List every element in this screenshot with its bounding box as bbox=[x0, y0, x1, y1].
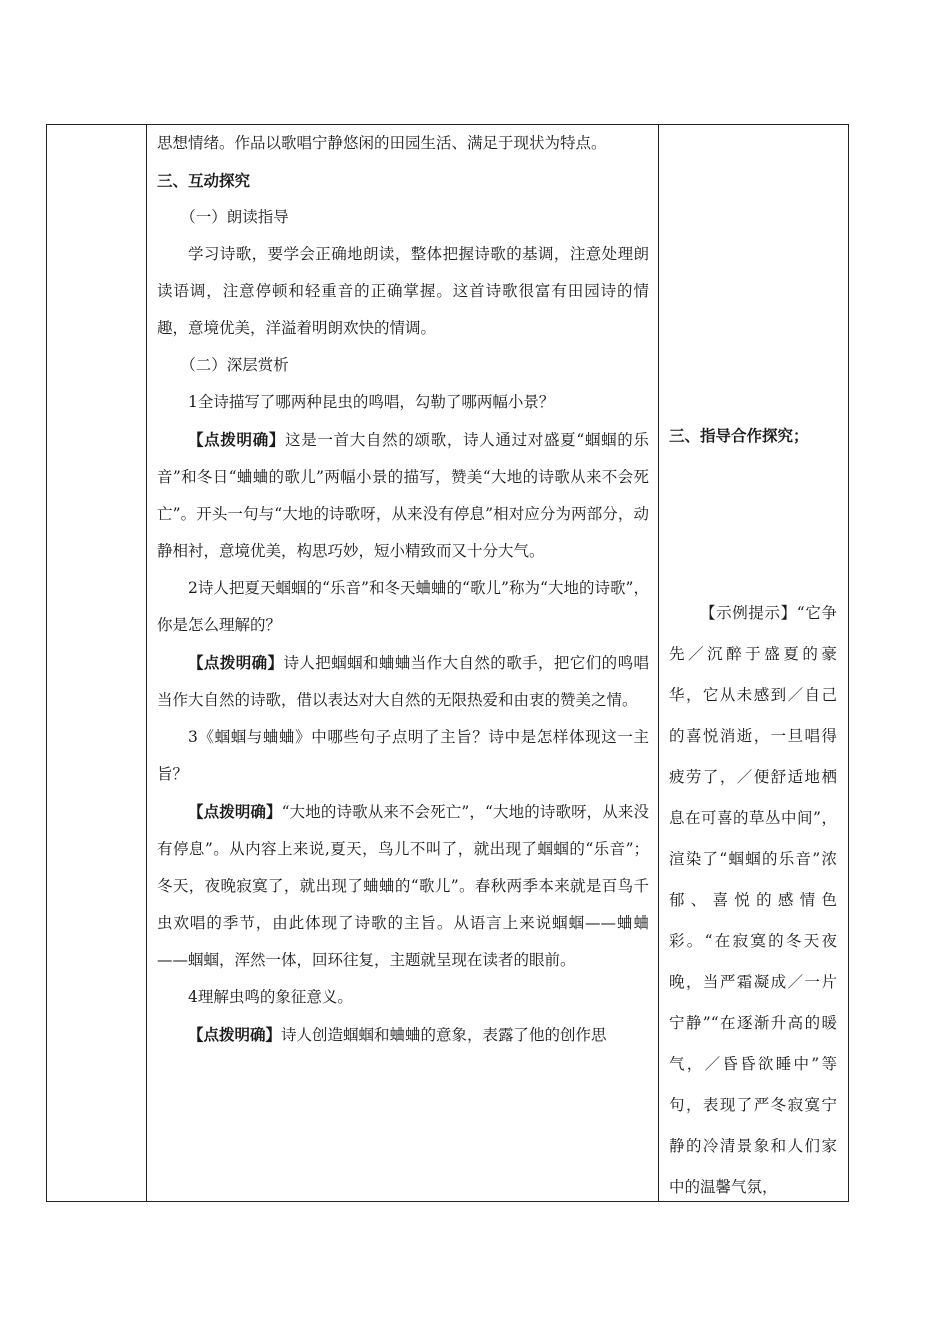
main-content-column bbox=[157, 125, 649, 1054]
lesson-plan-table bbox=[46, 124, 849, 1202]
subsection-title-reading: （一）朗读指导 bbox=[180, 208, 289, 226]
question-2: 2诗人把夏天蝈蝈的“乐音”和冬天蛐蛐的“歌儿”称为“大地的诗歌”，你是怎么理解的？ bbox=[157, 579, 649, 634]
hint-label: 【点拨明确】 bbox=[188, 430, 286, 449]
side-heading-guide-inquiry: 三、指导合作探究； bbox=[669, 426, 809, 445]
question-4: 4理解虫鸣的象征意义。 bbox=[188, 988, 353, 1006]
hint-label: 【点拨明确】 bbox=[188, 1025, 282, 1044]
answer-2-text: 诗人把蝈蝈和蛐蛐当作大自然的歌手，把它们的鸣唱当作大自然的诗歌，借以表达对大自然的无限热爱和由衷的赞美之情。 bbox=[157, 654, 649, 709]
answer-3 bbox=[157, 793, 649, 979]
hint-label: 【点拨明确】 bbox=[188, 653, 284, 672]
section-title-interactive-inquiry: 三、互动探究 bbox=[157, 171, 251, 190]
answer-3-text: “大地的诗歌从来不会死亡”，“大地的诗歌呀，从来没有停息”。从内容上来说,夏天，鸟儿不叫了，就出现了蝈蝈的“乐音”；冬天，夜晚寂寞了，就出现了蛐蛐的“歌儿”。春秋两季本来就是百鸟千虫欢唱的季节，由此体现了诗歌的主旨。从语言上来说蝈蝈——蛐蛐——蝈蝈，浑然一体，回环往复，主题就呈现在读者的眼前。 bbox=[157, 803, 649, 969]
question-3: 3《蝈蝈与蛐蛐》中哪些句子点明了主旨？诗中是怎样体现这一主旨？ bbox=[157, 728, 649, 783]
column-divider-right bbox=[658, 125, 659, 1201]
question-1: 1全诗描写了哪两种昆虫的鸣唱，勾勒了哪两幅小景？ bbox=[188, 393, 555, 411]
paragraph-continued: 思想情绪。作品以歌唱宁静悠闲的田园生活、满足于现状为特点。 bbox=[157, 134, 607, 152]
hint-label: 【点拨明确】 bbox=[188, 802, 282, 821]
answer-2 bbox=[157, 644, 649, 719]
column-divider-left bbox=[146, 125, 147, 1201]
answer-1 bbox=[157, 421, 649, 570]
side-example-hint: 【示例提示】“它争先／沉醉于盛夏的豪华，它从未感到／自己的喜悦消逝，一旦唱得疲劳了，／便舒适地栖息在可喜的草丛中间”，渲染了“蝈蝈的乐音”浓郁、喜悦的感情色彩。“在寂寞的冬天夜晚，当严霜凝成／一片宁静”“在逐渐升高的暖气，／昏昏欲睡中”等句，表现了严冬寂寞宁静的冷清景象和人们家中的温馨气氛， bbox=[669, 604, 837, 1196]
paragraph-reading-guidance: 学习诗歌，要学会正确地朗读，整体把握诗歌的基调，注意处理朗读语调，注意停顿和轻重音的正确掌握。这首诗歌很富有田园诗的情趣，意境优美，洋溢着明朗欢快的情调。 bbox=[157, 245, 649, 337]
answer-4-text: 诗人创造蝈蝈和蛐蛐的意象，表露了他的创作思 bbox=[281, 1026, 607, 1044]
answer-4 bbox=[157, 1016, 649, 1054]
answer-1-text: 这是一首大自然的颂歌，诗人通过对盛夏“蝈蝈的乐音”和冬日“蛐蛐的歌儿”两幅小景的描写，赞美“大地的诗歌从来不会死亡”。开头一句与“大地的诗歌呀，从来没有停息”相对应分为两部分，动静相衬，意境优美，构思巧妙，短小精致而又十分大气。 bbox=[157, 431, 649, 560]
subsection-title-appreciation: （二）深层赏析 bbox=[180, 356, 289, 374]
